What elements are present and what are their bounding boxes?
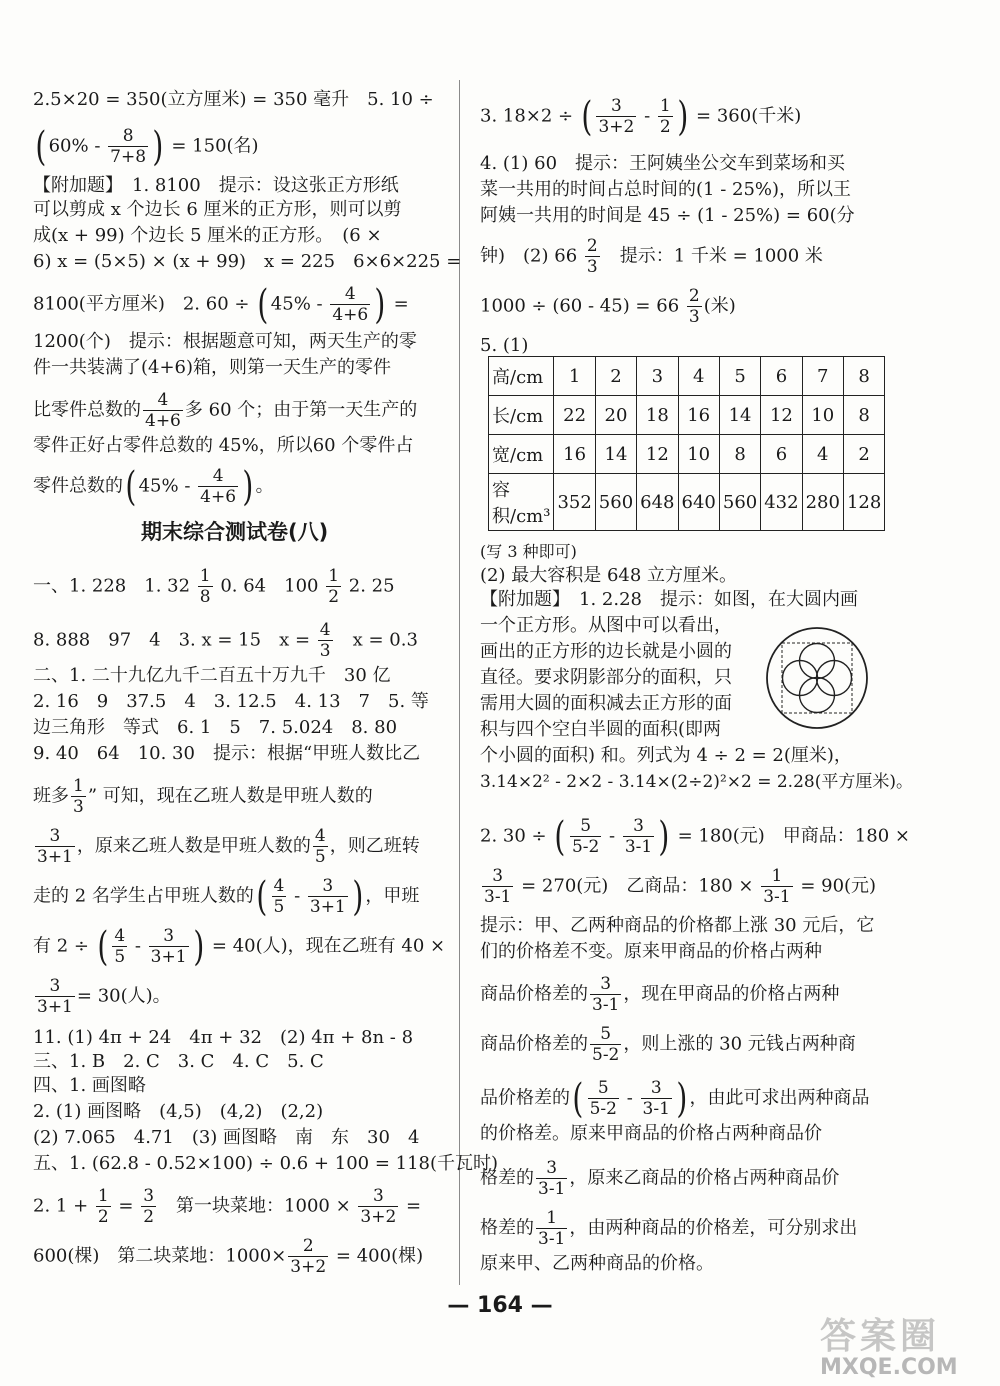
table-cell: 2 — [595, 357, 636, 396]
table-cell: 432 — [761, 474, 802, 531]
table-cell: 14 — [595, 435, 636, 474]
row-label: 容积/cm³ — [489, 474, 554, 531]
fraction: $\frac{4}{5}$ — [273, 876, 285, 917]
table-cell: 10 — [802, 396, 843, 435]
volume-table — [488, 356, 885, 531]
fraction: $\frac{4}{5}$ — [314, 826, 326, 867]
section-title: 期末综合测试卷(八) — [141, 520, 329, 544]
fraction: $\frac{3}{3-1}$ — [484, 866, 512, 907]
text-line: 品价格差的( $\frac{5}{5-2}$ - $\frac{3}{3-1}$ ) ，由此可求出两种商品 — [480, 1075, 870, 1122]
text-line: (2) 7.065 4.71 (3) 画图略 南 东 30 4 — [33, 1127, 420, 1148]
watermark-url: MXQE.COM — [820, 1355, 958, 1380]
fraction: $\frac{2}{3}$ — [688, 286, 700, 327]
text-line: 画出的正方形的边长就是小圆的 — [480, 641, 732, 662]
text-line: (写 3 种即可) — [480, 542, 577, 561]
text-line: 有 2 ÷ ( $\frac{4}{5}$ - $\frac{3}{3+1}$ ) = 40(人)，现在乙班有 40 × — [33, 923, 446, 970]
text-line: 8100(平方厘米) 2. 60 ÷ ( 45% - $\frac{4}{4+6}$ ) = — [33, 281, 409, 328]
text-line: 原来甲、乙两种商品的价格。 — [480, 1253, 714, 1274]
text-line: 零件总数的( 45% - $\frac{4}{4+6}$ ) 。 — [33, 463, 274, 510]
fraction: $\frac{3}{3+1}$ — [37, 976, 73, 1017]
fraction: $\frac{4}{4+6}$ — [145, 390, 181, 431]
fraction: $\frac{3}{3-1}$ — [592, 974, 620, 1015]
fraction: $\frac{3}{3+2}$ — [598, 96, 635, 137]
text-line: 【附加题】 1. 8100 提示：设这张正方形纸 — [33, 175, 399, 196]
text-line: 件一共装满了(4+6)箱，则第一天生产的零件 — [33, 357, 392, 378]
fraction: $\frac{1}{2}$ — [659, 96, 671, 137]
text-line: 4. (1) 60 提示：王阿姨坐公交车到菜场和买 — [480, 153, 846, 174]
table-cell: 4 — [678, 357, 719, 396]
fraction: $\frac{8}{7+8}$ — [110, 126, 147, 167]
fraction: $\frac{4}{4+6}$ — [200, 466, 237, 507]
row-label: 宽/cm — [489, 435, 554, 474]
fraction: $\frac{3}{3+1}$ — [37, 826, 73, 867]
table-cell: 22 — [554, 396, 595, 435]
text-line: (2) 最大容积是 648 立方厘米。 — [480, 565, 738, 586]
text-line: 二、1. 二十九亿九千二百五十万九千 30 亿 — [33, 665, 391, 686]
table-cell: 640 — [678, 474, 719, 531]
table-cell: 128 — [843, 474, 884, 531]
fraction: $\frac{3}{2}$ — [143, 1186, 155, 1227]
text-line: $\frac{3}{3+1}$ ，原来乙班人数是甲班人数的 $\frac{4}{5}$ ，则乙班转 — [37, 826, 420, 867]
text-line: 6) x = (5×5) × (x + 99) x = 225 6×6×225 = — [33, 251, 462, 272]
fraction: $\frac{2}{3}$ — [586, 236, 598, 277]
text-line: 8. 888 97 4 3. x = 15 x = $\frac{4}{3}$ x = 0.3 — [33, 620, 418, 661]
table-cell: 560 — [595, 474, 636, 531]
table-cell: 4 — [802, 435, 843, 474]
table-cell: 280 — [802, 474, 843, 531]
text-line: $\frac{3}{3-1}$ = 270(元) 乙商品：180 × $\frac{1}{3-1}$ = 90(元) — [484, 866, 877, 907]
table-cell: 648 — [637, 474, 678, 531]
table-cell: 1 — [554, 357, 595, 396]
table-cell: 12 — [761, 396, 802, 435]
text-line: 班多 $\frac{1}{3}$ ” 可知，现在乙班人数是甲班人数的 — [33, 776, 373, 817]
text-line: 5. (1) — [480, 335, 529, 356]
text-line: 商品价格差的 $\frac{5}{5-2}$ ，则上涨的 30 元钱占两种商 — [480, 1024, 856, 1065]
fraction: $\frac{4}{5}$ — [114, 926, 126, 967]
table-cell: 8 — [843, 396, 884, 435]
fraction: $\frac{1}{3-1}$ — [538, 1208, 566, 1249]
fraction: $\frac{1}{3}$ — [73, 776, 84, 817]
table-cell: 20 — [595, 396, 636, 435]
text-line: 积与四个空白半圆的面积(即两 — [480, 719, 722, 740]
table-cell: 560 — [719, 474, 760, 531]
fraction: $\frac{5}{5-2}$ — [589, 1078, 617, 1119]
text-line: 600(棵) 第二块菜地：1000× $\frac{2}{3+2}$ = 400(棵) — [33, 1236, 424, 1277]
table-cell: 6 — [761, 357, 802, 396]
text-line: 2.5×20 = 350(立方厘米) = 350 毫升 5. 10 ÷ — [33, 89, 434, 110]
text-line: 五、1. (62.8 - 0.52×100) ÷ 0.6 + 100 = 118(千瓦时) — [33, 1153, 499, 1174]
fraction: $\frac{4}{3}$ — [319, 620, 331, 661]
table-row — [489, 474, 885, 531]
text-line: 9. 40 64 10. 30 提示：根据“甲班人数比乙 — [33, 743, 421, 764]
text-line: 四、1. 画图略 — [33, 1075, 146, 1096]
table-cell: 12 — [637, 435, 678, 474]
text-line: 一个正方形。从图中可以看出， — [480, 615, 732, 636]
fraction: $\frac{3}{3+1}$ — [309, 876, 346, 917]
text-line: 【附加题】 1. 2.28 提示：如图，在大圆内画 — [480, 589, 858, 610]
fraction: $\frac{1}{2}$ — [97, 1186, 109, 1227]
text-line: 菜一共用的时间占总时间的(1 - 25%)，所以王 — [480, 179, 852, 200]
circle-figure — [765, 626, 869, 730]
text-line: 钟) (2) 66 $\frac{2}{3}$ 提示：1 千米 = 1000 米 — [480, 236, 823, 277]
text-line: 格差的 $\frac{1}{3-1}$ ，由两种商品的价格差，可分别求出 — [480, 1208, 858, 1249]
table-cell: 16 — [678, 396, 719, 435]
text-line: 阿姨一共用的时间是 45 ÷ (1 - 25%) = 60(分 — [480, 205, 855, 226]
fraction: $\frac{3}{3-1}$ — [624, 816, 653, 857]
text-line: 零件正好占零件总数的 45%，所以60 个零件占 — [33, 435, 414, 456]
text-line: 11. (1) 4π + 24 4π + 32 (2) 4π + 8n - 8 — [33, 1027, 414, 1048]
table-cell: 6 — [761, 435, 802, 474]
text-line: 商品价格差的 $\frac{3}{3-1}$ ，现在甲商品的价格占两种 — [480, 974, 840, 1015]
table-cell: 14 — [719, 396, 760, 435]
table-cell: 10 — [678, 435, 719, 474]
text-line: 格差的 $\frac{3}{3-1}$ ，原来乙商品的价格占两种商品价 — [480, 1158, 840, 1199]
text-line: 提示：甲、乙两种商品的价格都上涨 30 元后，它 — [480, 915, 875, 936]
row-label: 长/cm — [489, 396, 554, 435]
fraction: $\frac{3}{3+2}$ — [360, 1186, 397, 1227]
text-line: 成(x + 99) 个边长 5 厘米的正方形。 (6 × — [33, 225, 382, 246]
text-line: 2. (1) 画图略 (4,5) (4,2) (2,2) — [33, 1101, 324, 1122]
text-line: ( 60% - $\frac{8}{7+8}$ ) = 150(名) — [35, 123, 259, 170]
text-line: 的价格差。原来甲商品的价格占两种商品价 — [480, 1123, 822, 1144]
page-number: — 164 — — [447, 1293, 553, 1318]
text-line: 1000 ÷ (60 - 45) = 66 $\frac{2}{3}$ (米) — [480, 286, 736, 327]
text-line: 1200(个) 提示：根据题意可知，两天生产的零 — [33, 331, 417, 352]
table-row — [489, 396, 885, 435]
text-line: 比零件总数的 $\frac{4}{4+6}$ 多 60 个；由于第一天生产的 — [33, 390, 418, 431]
text-line: 们的价格差不变。原来甲商品的价格占两种 — [480, 941, 822, 962]
table-cell: 5 — [719, 357, 760, 396]
text-line: 边三角形 等式 6. 1 5 7. 5.024 8. 80 — [33, 717, 398, 738]
text-line: 需用大圆的面积减去正方形的面 — [480, 693, 732, 714]
fraction: $\frac{2}{3+2}$ — [290, 1236, 327, 1277]
fraction: $\frac{1}{2}$ — [328, 566, 340, 607]
row-label: 高/cm — [489, 357, 554, 396]
table-cell: 2 — [843, 435, 884, 474]
table-cell: 8 — [719, 435, 760, 474]
fraction: $\frac{3}{3-1}$ — [538, 1158, 566, 1199]
table-row — [489, 435, 885, 474]
watermark-logo: 答案圈 — [820, 1316, 941, 1357]
text-line: 2. 16 9 37.5 4 3. 12.5 4. 13 7 5. 等 — [33, 691, 429, 712]
fraction: $\frac{1}{3-1}$ — [763, 866, 791, 907]
text-line: $\frac{3}{3+1}$ = 30(人)。 — [37, 976, 171, 1017]
text-line: 直径。要求阴影部分的面积，只 — [480, 667, 732, 688]
table-cell: 7 — [802, 357, 843, 396]
fraction: $\frac{4}{4+6}$ — [332, 284, 369, 325]
text-line: 个小圆的面积) 和。列式为 4 ÷ 2 = 2(厘米)， — [480, 745, 852, 766]
table-cell: 16 — [554, 435, 595, 474]
fraction: $\frac{5}{5-2}$ — [592, 1024, 620, 1065]
table-cell: 3 — [637, 357, 678, 396]
table-cell: 352 — [554, 474, 595, 531]
fraction: $\frac{3}{3+1}$ — [150, 926, 187, 967]
fraction: $\frac{3}{3-1}$ — [642, 1078, 670, 1119]
text-line: 3. 18×2 ÷ ( $\frac{3}{3+2}$ - $\frac{1}{2}$ ) = 360(千米) — [480, 93, 802, 140]
text-line: 3.14×2² - 2×2 - 3.14×(2÷2)²×2 = 2.28(平方厘米)。 — [480, 772, 913, 792]
table-cell: 18 — [637, 396, 678, 435]
fraction: $\frac{1}{8}$ — [199, 566, 211, 607]
text-line: 走的 2 名学生占甲班人数的( $\frac{4}{5}$ - $\frac{3}{3+1}$ ) ，甲班 — [33, 873, 420, 920]
table-row — [489, 357, 885, 396]
text-line: 可以剪成 x 个边长 6 厘米的正方形，则可以剪 — [33, 199, 402, 220]
text-line: 2. 30 ÷ ( $\frac{5}{5-2}$ - $\frac{3}{3-1}$ ) = 180(元) 甲商品：180 × — [480, 813, 910, 860]
text-line: 三、1. B 2. C 3. C 4. C 5. C — [33, 1051, 324, 1072]
fraction: $\frac{5}{5-2}$ — [571, 816, 600, 857]
table-cell: 8 — [843, 357, 884, 396]
text-line: 一、1. 228 1. 32 $\frac{1}{8}$ 0. 64 100 $\frac{1}{2}$ 2. 25 — [33, 566, 395, 607]
text-line: 2. 1 + $\frac{1}{2}$ = $\frac{3}{2}$ 第一块菜地：1000 × $\frac{3}{3+2}$ = — [33, 1186, 422, 1227]
